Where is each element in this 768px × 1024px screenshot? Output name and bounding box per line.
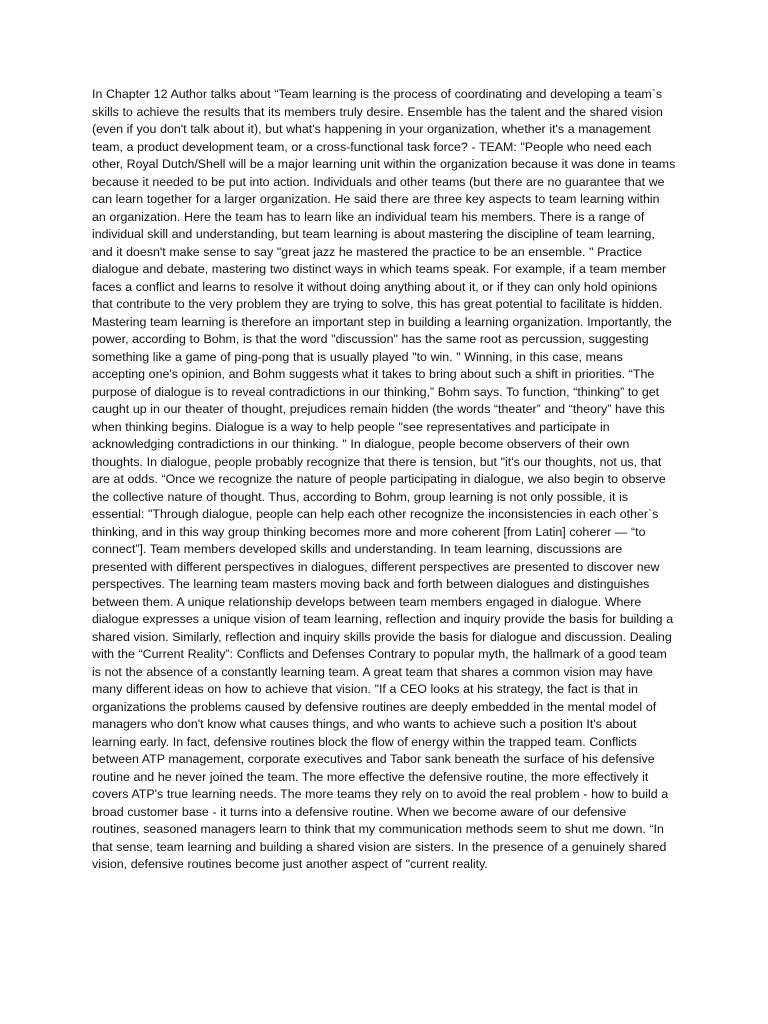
body-paragraph: In Chapter 12 Author talks about “Team learning is the process of coordinating and developing a team`s skills to achieve the results that its members truly desire. Ensemble has the talent and the shared vision (even if you don't talk about it), but what's happening in your organization, whether it's a management team, a product development team, or a cross-functional task force? - TEAM: "People who need each other, Royal Dutch/Shell will be a major learning unit within the organization because it was done in teams because it needed to be put into action. Individuals and other teams (but there are no guarantee that we can learn together for a larger organization. He said there are three key aspects to team learning within an organization. Here the team has to learn like an individual team his members. There is a range of individual skill and understanding, but team learning is about mastering the discipline of team learning, and it doesn't make sense to say "great jazz he mastered the practice to be an ensemble. " Practice dialogue and debate, mastering two distinct ways in which teams speak. For example, if a team member faces a conflict and learns to resolve it without doing anything about it, or if they can only hold opinions that contribute to the very problem they are trying to solve, this has great potential to facilitate is hidden. Mastering team learning is therefore an important step in building a learning organization. Importantly, the power, according to Bohm, is that the word "discussion" has the same root as percussion, suggesting something like a game of ping-pong that is usually played "to win. " Winning, in this case, means accepting one's opinion, and Bohm suggests what it takes to bring about such a shift in priorities. “The purpose of dialogue is to reveal contradictions in our thinking,” Bohm says. To function, “thinking” to get caught up in our theater of thought, prejudices remain hidden (the words “theater” and “theory” have this when thinking begins. Dialogue is a way to help people "see representatives and participate in acknowledging contradictions in our thinking. " In dialogue, people become observers of their own thoughts. In dialogue, people probably recognize that there is tension, but "it's our thoughts, not us, that are at odds. “Once we recognize the nature of people participating in dialogue, we also begin to observe the collective nature of thought. Thus, according to Bohm, group learning is not only possible, it is essential: "Through dialogue, people can help each other recognize the inconsistencies in each other`s thinking, and in this way group thinking becomes more and more coherent [from Latin] coherer — “to connect”]. Team members developed skills and understanding. In team learning, discussions are presented with different perspectives in dialogues, different perspectives are presented to discover new perspectives. The learning team masters moving back and forth between dialogues and distinguishes between them. A unique relationship develops between team members engaged in dialogue. Where dialogue expresses a unique vision of team learning, reflection and inquiry provide the basis for building a shared vision. Similarly, reflection and inquiry skills provide the basis for dialogue and discussion. Dealing with the “Current Reality”: Conflicts and Defenses Contrary to popular myth, the hallmark of a good team is not the absence of a constantly learning team. A great team that shares a common vision may have many different ideas on how to achieve that vision. "If a CEO looks at his strategy, the fact is that in organizations the problems caused by defensive routines are deeply embedded in the mental model of managers who don't know what causes things, and who wants to achieve such a position It's about learning early. In fact, defensive routines block the flow of energy within the trapped team. Conflicts between ATP management, corporate executives and Tabor sank beneath the surface of his defensive routine and he never joined the team. The more effective the defensive routine, the more effectively it covers ATP's true learning needs. The more teams they rely on to avoid the real problem - how to build a broad customer base - it turns into a defensive routine. When we become aware of our defensive routines, seasoned managers learn to think that my communication methods seem to shut me down. “In that sense, team learning and building a shared vision are sisters. In the presence of a genuinely shared vision, defensive routines become just another aspect of "current reality. [92, 87, 679, 871]
